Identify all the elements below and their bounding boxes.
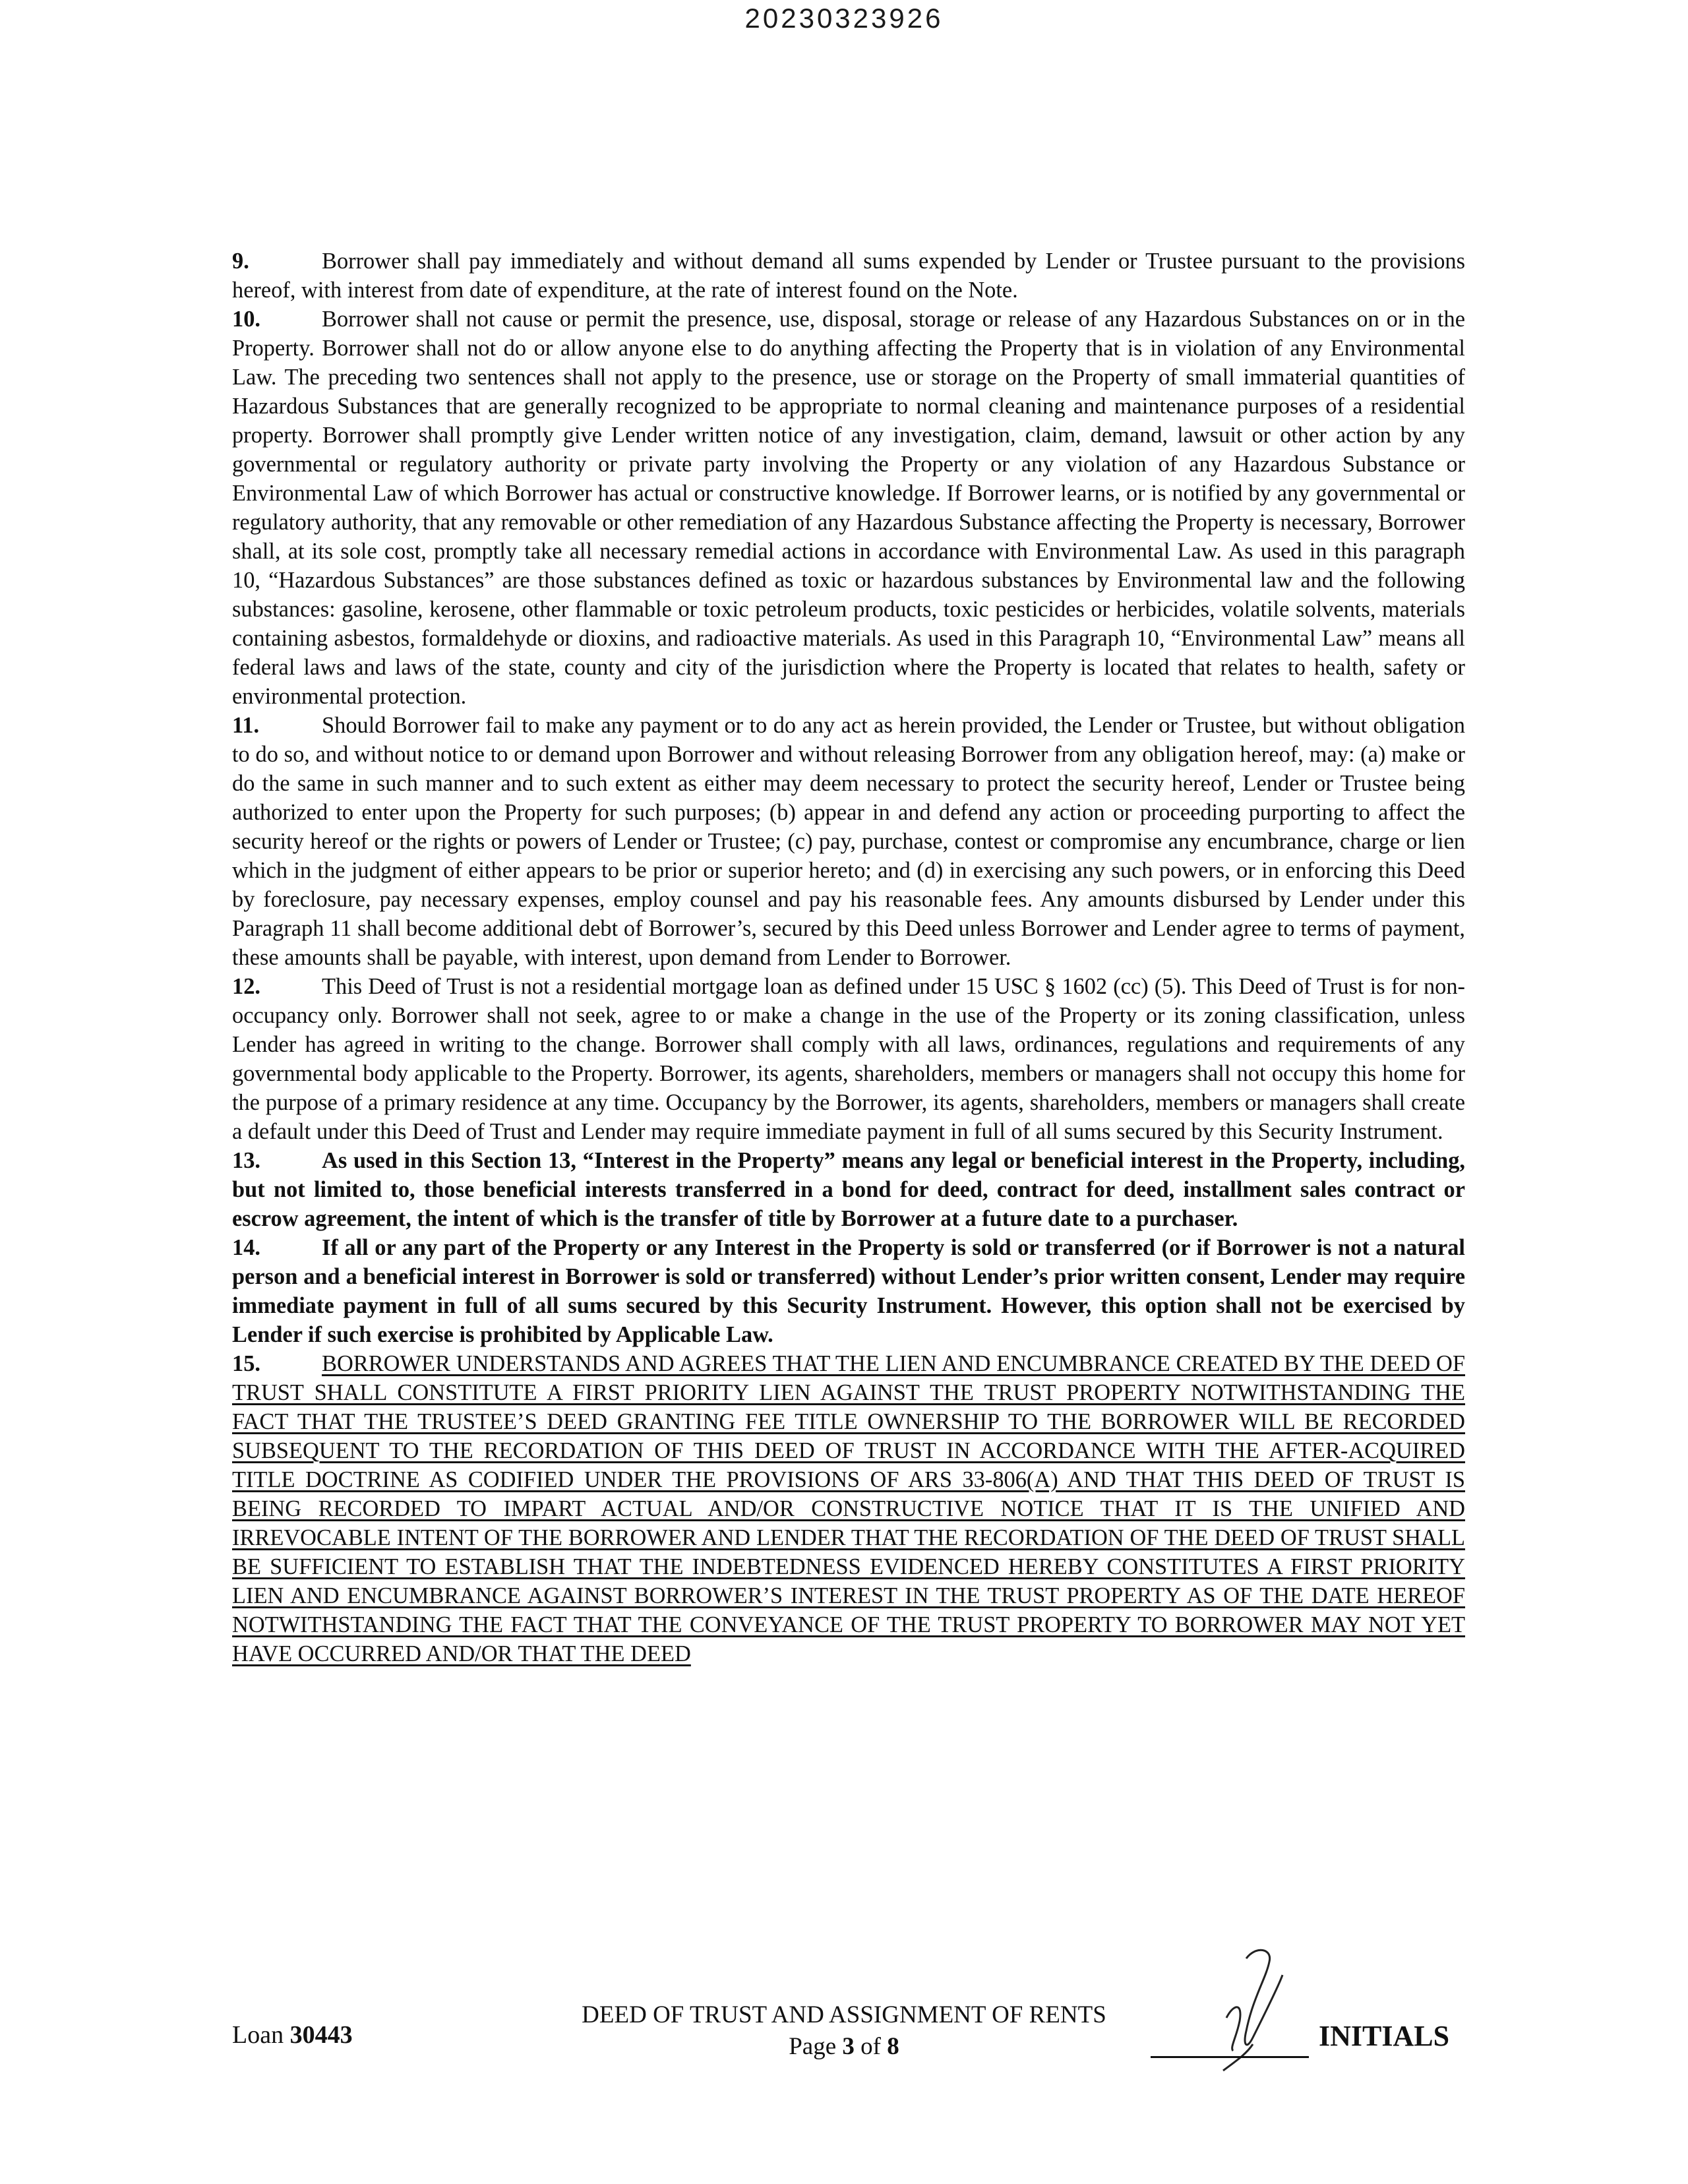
paragraph-text: As used in this Section 13, “Interest in the Property” means any legal or beneficial interest in the Property, including, but not limited to, those beneficial interests transferred in a bond for deed, contract for deed, installment sales contract or escrow agreement, the intent of which is the transfer of title by Borrower at a future date to a purchaser.	[232, 1148, 1465, 1231]
document-body	[232, 247, 1465, 1668]
paragraph-15	[232, 1349, 1465, 1668]
paragraph-text: Borrower shall pay immediately and without demand all sums expended by Lender or Trustee pursuant to the provisions hereof, with interest from date of expenditure, at the rate of interest found on the Note.	[232, 249, 1465, 303]
page-current: 3	[842, 2033, 855, 2060]
initials-line	[1151, 2056, 1309, 2058]
paragraph-9	[232, 247, 1465, 305]
paragraph-number: 14.	[232, 1235, 260, 1260]
paragraph-number: 10.	[232, 307, 260, 332]
paragraph-text: If all or any part of the Property or any Interest in the Property is sold or transferred (or if Borrower is not a natural person and a beneficial interest in Borrower is sold or transferred) without Lender’s prior written consent, Lender may require immediate payment in full of all sums secured by this Security Instrument. However, this option shall not be exercised by Lender if such exercise is prohibited by Applicable Law.	[232, 1235, 1465, 1347]
paragraph-13	[232, 1146, 1465, 1233]
paragraph-12	[232, 972, 1465, 1146]
loan-value: 30443	[289, 2021, 353, 2049]
page-total: 8	[887, 2033, 899, 2060]
paragraph-number: 9.	[232, 249, 249, 274]
paragraph-text: Borrower shall not cause or permit the presence, use, disposal, storage or release of any Hazardous Substances on or in the Property. Borrower shall not do or allow anyone else to do anything affecting the Property that is in violation of any Environmental Law. The preceding two sentences shall not apply to the presence, use or storage on the Property of small immaterial quantities of Hazardous Substances that are generally recognized to be appropriate to normal cleaning and maintenance purposes of a residential property. Borrower shall promptly give Lender written notice of any investigation, claim, demand, lawsuit or other action by any governmental or regulatory authority or private party involving the Property or any violation of any Hazardous Substance or Environmental Law of which Borrower has actual or constructive knowledge. If Borrower learns, or is notified by any governmental or regulatory authority, that any removable or other remediation of any Hazardous Substance affecting the Property is necessary, Borrower shall, at its sole cost, promptly take all necessary remedial actions in accordance with Environmental Law. As used in this paragraph 10, “Hazardous Substances” are those substances defined as toxic or hazardous substances by Environmental law and the following substances: gasoline, kerosene, other flammable or toxic petroleum products, toxic pesticides or herbicides, volatile solvents, materials containing asbestos, formaldehyde or dioxins, and radioactive materials. As used in this Paragraph 10, “Environmental Law” means all federal laws and laws of the state, county and city of the jurisdiction where the Property is located that relates to health, safety or environmental protection.	[232, 307, 1465, 709]
paragraph-10	[232, 305, 1465, 711]
paragraph-11	[232, 711, 1465, 972]
loan-label: Loan	[232, 2021, 284, 2049]
document-title: DEED OF TRUST AND ASSIGNMENT OF RENTS	[582, 2001, 1106, 2028]
initials-label: INITIALS	[1319, 2020, 1450, 2052]
paragraph-number: 15.	[232, 1351, 260, 1376]
recording-number: 20230323926	[744, 3, 944, 34]
page-of: of	[860, 2033, 881, 2060]
paragraph-number: 11.	[232, 713, 260, 738]
paragraph-number: 12.	[232, 974, 260, 999]
footer-title	[547, 1999, 1141, 2063]
paragraph-text: This Deed of Trust is not a residential mortgage loan as defined under 15 USC § 1602 (cc) (5). This Deed of Trust is for non-occupancy only. Borrower shall not seek, agree to or make a change in the use of the Property or its zoning classification, unless Lender has agreed in writing to the change. Borrower shall comply with all laws, ordinances, regulations and requirements of any governmental body applicable to the Property. Borrower, its agents, shareholders, members or managers shall not occupy this home for the purpose of a primary residence at any time. Occupancy by the Borrower, its agents, shareholders, members or managers shall create a default under this Deed of Trust and Lender may require immediate payment in full of all sums secured by this Security Instrument.	[232, 974, 1465, 1144]
paragraph-14	[232, 1233, 1465, 1349]
page-word: Page	[789, 2033, 837, 2060]
initials-signature	[1147, 1939, 1319, 2097]
paragraph-text: Should Borrower fail to make any payment or to do any act as herein provided, the Lender or Trustee, but without obligation to do so, and without notice to or demand upon Borrower and without releasing Borrower from any obligation hereof, may: (a) make or do the same in such manner and to such extent as either may deem necessary to protect the security hereof, Lender or Trustee being authorized to enter upon the Property for such purposes; (b) appear in and defend any action or proceeding purporting to affect the security hereof or the rights or powers of Lender or Trustee; (c) pay, purchase, contest or compromise any encumbrance, charge or lien which in the judgment of either appears to be prior or superior hereto; and (d) in exercising any such powers, or in enforcing this Deed by foreclosure, pay necessary expenses, employ counsel and pay his reasonable fees. Any amounts disbursed by Lender under this Paragraph 11 shall become additional debt of Borrower’s, secured by this Deed unless Borrower and Lender agree to terms of payment, these amounts shall be payable, with interest, upon demand from Lender to Borrower.	[232, 713, 1465, 970]
paragraph-number: 13.	[232, 1148, 260, 1173]
page-indicator	[547, 2031, 1141, 2063]
loan-number	[232, 2020, 353, 2049]
paragraph-text: BORROWER UNDERSTANDS AND AGREES THAT THE LIEN AND ENCUMBRANCE CREATED BY THE DEED OF TRUST SHALL CONSTITUTE A FIRST PRIORITY LIEN AGAINST THE TRUST PROPERTY NOTWITHSTANDING THE FACT THAT THE TRUSTEE’S DEED GRANTING FEE TITLE OWNERSHIP TO THE BORROWER WILL BE RECORDED SUBSEQUENT TO THE RECORDATION OF THIS DEED OF TRUST IN ACCORDANCE WITH THE AFTER-ACQUIRED TITLE DOCTRINE AS CODIFIED UNDER THE PROVISIONS OF ARS 33-806(A) AND THAT THIS DEED OF TRUST IS BEING RECORDED TO IMPART ACTUAL AND/OR CONSTRUCTIVE NOTICE THAT IT IS THE UNIFIED AND IRREVOCABLE INTENT OF THE BORROWER AND LENDER THAT THE RECORDATION OF THE DEED OF TRUST SHALL BE SUFFICIENT TO ESTABLISH THAT THE INDEBTEDNESS EVIDENCED HEREBY CONSTITUTES A FIRST PRIORITY LIEN AND ENCUMBRANCE AGAINST BORROWER’S INTEREST IN THE TRUST PROPERTY AS OF THE DATE HEREOF NOTWITHSTANDING THE FACT THAT THE CONVEYANCE OF THE TRUST PROPERTY TO BORROWER MAY NOT YET HAVE OCCURRED AND/OR THAT THE DEED	[232, 1351, 1465, 1666]
